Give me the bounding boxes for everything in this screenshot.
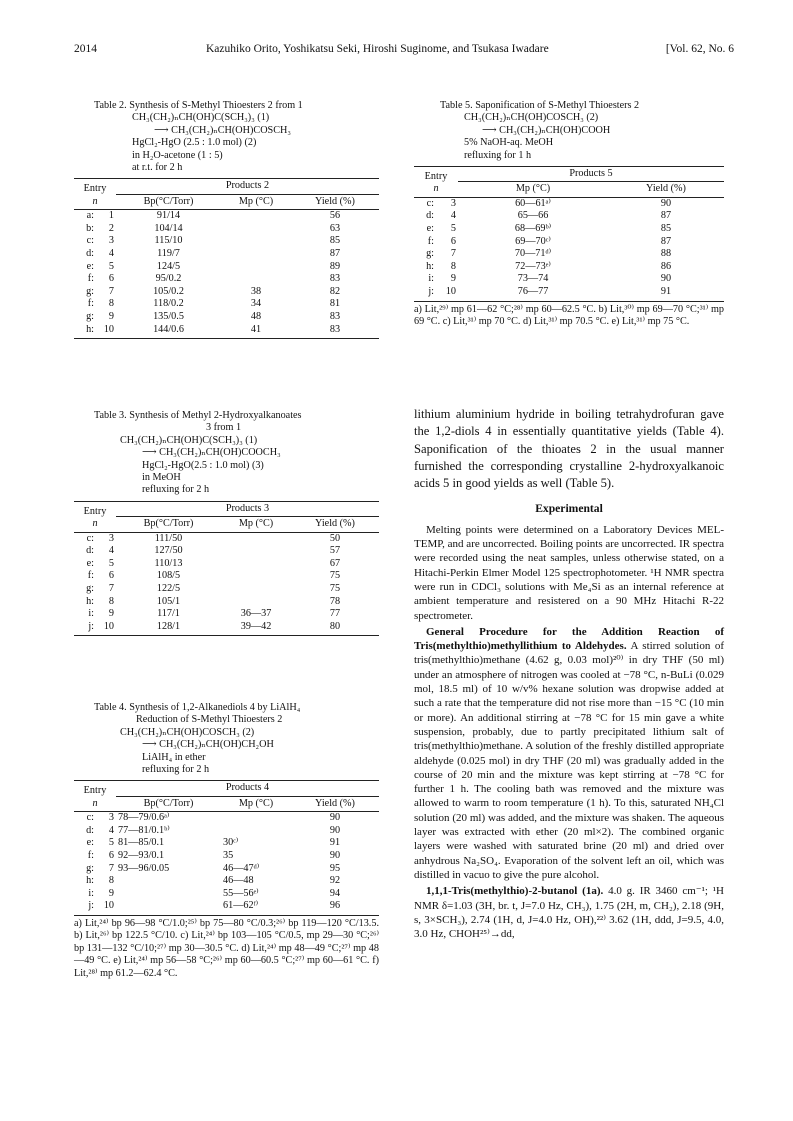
table-cell: 34: [250, 298, 262, 310]
table-cell: 73—74: [517, 273, 549, 285]
table-cell: h:: [86, 595, 94, 607]
table-cell: 90: [660, 197, 672, 209]
table-cell: 127/50: [154, 545, 183, 557]
intro-paragraph: lithium aluminium hydride in boiling tetrahydrofuran gave the 1,2-diols 4 in essentially quantitative yields (Table 4). Saponification of the thioates 2 in the usual manner furnished the corresponding crystalline 2-hydroxyalkanoic acids 5 in good yields as well (Table 5).: [414, 407, 724, 491]
table-cell: 10: [434, 286, 458, 301]
column-header: Mp (°C): [221, 796, 291, 811]
table-cell: g:: [426, 248, 434, 260]
table-3-reaction-line: ⟶ CH₃(CH₂)ₙCH(OH)COOCH₃: [142, 447, 281, 459]
table-row: [74, 900, 379, 915]
table-cell: 2: [108, 222, 114, 234]
table-cell: 105/1: [156, 595, 181, 607]
table-cell: c:: [86, 532, 94, 544]
table-cell: [221, 570, 291, 583]
table-row: [74, 812, 379, 825]
table-cell: 86: [660, 260, 672, 272]
table-2-title: Table 2. Synthesis of S-Methyl Thioesters 2 from 1: [94, 100, 303, 111]
n-header: n: [92, 518, 98, 530]
compound-text: 4.0 g. IR 3460 cm⁻¹; ¹H NMR δ=1.03 (3H, br. t, J=7.0 Hz, CH₃), 1.75 (2H, m, CH₂), 2.18 (9H, s, 3×SCH₃), 2.74 (1H, d, J=4.0 Hz, OH),²²⁾ 3.62 (1H, ddd, J=9.5, 4.0, 3.0 Hz, CHOH²⁵⁾→dd,: [414, 885, 725, 941]
products-header: Products 4: [116, 781, 379, 796]
table-cell: 10: [94, 621, 116, 636]
table-cell: 4: [108, 248, 114, 260]
table-row: [74, 608, 379, 621]
table-cell: 94: [329, 887, 341, 899]
table-cell: [116, 875, 221, 888]
table-5-reaction-line: ⟶ CH₃(CH₂)ₙCH(OH)COOH: [482, 124, 611, 136]
table-cell: 10: [94, 324, 116, 339]
table-row: [74, 558, 379, 571]
table-cell: d:: [86, 545, 94, 557]
table-cell: 56: [329, 210, 341, 222]
table-cell: 7: [108, 862, 114, 874]
table-cell: 4: [108, 824, 114, 836]
table-cell: 70—71ᵈ⁾: [514, 248, 552, 260]
table-cell: 9: [108, 311, 114, 322]
compound-paragraph: [414, 884, 724, 941]
table-4-reaction-line: refluxing for 2 h: [142, 764, 210, 776]
running-header: [74, 43, 734, 59]
table-4-reaction-line: LiAlH₄ in ether: [142, 751, 206, 763]
table-cell: 85: [660, 223, 672, 235]
table-4-grid: [74, 780, 379, 916]
table-cell: 87: [660, 235, 672, 247]
table-cell: 63: [329, 222, 341, 234]
table-row: [74, 837, 379, 850]
table-cell: 80: [291, 621, 379, 636]
table-cell: 95/0.2: [155, 273, 182, 285]
table-row: [414, 261, 724, 274]
table-4: [74, 702, 379, 980]
table-4-footnote: a) Lit,²⁴⁾ bp 96—98 °C/1.0;²⁵⁾ bp 75—80 °C/0.3;²⁶⁾ bp 119—120 °C/13.5. b) Lit,²⁶⁾ bp 122.5 °C/10. c) Lit,²⁴⁾ bp 103—105 °C/0.5, mp 29—30 °C;²⁶⁾ bp 131—132 °C/10;²⁷⁾ mp 30—30.5 °C. d) Lit,²⁴⁾ mp 48—49 °C;²⁷⁾ mp 48—49 °C. e) Lit,²⁴⁾ mp 56—58 °C;²⁶⁾ mp 60—60.5 °C;²⁷⁾ mp 60—61 °C. f) Lit,²⁸⁾ mp 61.2—62.4 °C.: [74, 918, 379, 979]
table-cell: 92—93/0.1: [118, 850, 165, 862]
table-cell: 90: [660, 273, 672, 285]
table-cell: 105/0.2: [153, 285, 184, 297]
table-cell: 35: [223, 850, 234, 862]
table-cell: 41: [221, 324, 291, 339]
page-number: 2014: [74, 43, 97, 55]
table-cell: 48: [250, 311, 262, 322]
table-cell: 6: [450, 235, 456, 247]
table-cell: 39—42: [221, 621, 291, 636]
table-cell: 5: [108, 837, 114, 849]
table-4-reaction-line: CH₃(CH₂)ₙCH(OH)COSCH₃ (2): [120, 726, 255, 738]
table-2-reaction-line: CH₃(CH₂)ₙCH(OH)C(SCH₃)₃ (1): [132, 112, 270, 124]
table-cell: 57: [329, 545, 341, 557]
table-cell: 108/5: [156, 570, 181, 582]
products-header: Products 3: [116, 501, 379, 516]
table-cell: d:: [86, 824, 94, 836]
column-header: Mp (°C): [221, 517, 291, 532]
table-3-title: Table 3. Synthesis of Methyl 2-Hydroxyalkanoates: [94, 410, 302, 421]
experimental-paragraph: Melting points were determined on a Laboratory Devices MEL-TEMP, and are uncorrected. Boiling points are uncorrected. IR spectra were recorded using the neat samples, unless otherwise stated, on a Hitachi-Perkin Elmer Model 125 spectrophotometer. ¹H NMR spectra were run in CDCl₃ solutions with Me₄Si as an internal reference at ambient temperature and resistered on a 90 MHz Hitachi R-22 spectrometer.: [414, 523, 724, 622]
table-cell: g:: [86, 311, 94, 322]
table-cell: f:: [87, 570, 94, 582]
column-header: Yield (%): [291, 517, 379, 532]
table-4-title: Table 4. Synthesis of 1,2-Alkanediols 4 by LiAlH₄: [94, 702, 301, 713]
n-header: n: [92, 195, 98, 207]
table-5-reaction-line: 5% NaOH-aq. MeOH: [464, 137, 554, 149]
table-cell: 8: [108, 298, 114, 310]
table-cell: 6: [108, 850, 114, 862]
table-cell: 9: [450, 273, 456, 285]
table-row: [74, 596, 379, 609]
table-row: [74, 532, 379, 545]
table-cell: 68—69ᵇ⁾: [514, 223, 552, 235]
table-4-reaction-line: ⟶ CH₃(CH₂)ₙCH(OH)CH₂OH: [142, 739, 274, 751]
table-cell: 5: [108, 557, 114, 569]
table-cell: 50: [329, 532, 341, 544]
column-header: Yield (%): [608, 182, 724, 197]
table-3-reaction-line: refluxing for 2 h: [142, 484, 210, 496]
table-cell: [221, 596, 291, 609]
table-5-title: Table 5. Saponification of S-Methyl Thioesters 2: [440, 100, 640, 111]
table-cell: 90: [329, 824, 341, 836]
table-cell: 3: [108, 532, 114, 544]
table-cell: 83: [329, 273, 341, 285]
table-2-reaction-line: ⟶ CH₃(CH₂)ₙCH(OH)COSCH₃: [154, 124, 291, 136]
table-row: [74, 311, 379, 324]
table-2-reaction-line: in H₂O-acetone (1 : 5): [132, 149, 223, 161]
table-cell: e:: [86, 837, 94, 849]
table-3-grid: [74, 501, 379, 637]
compound-title: 1,1,1-Tris(methylthio)-2-butanol (1a).: [426, 885, 604, 898]
table-cell: 46—47ᵈ⁾: [223, 862, 260, 874]
column-header: Yield (%): [291, 194, 379, 209]
table-row: [74, 273, 379, 286]
table-cell: 3: [108, 812, 114, 824]
table-row: [74, 825, 379, 838]
header-volume: [Vol. 62, No. 6: [665, 43, 734, 55]
table-cell: g:: [86, 862, 94, 874]
table-2: [74, 100, 379, 339]
table-cell: 8: [108, 595, 114, 607]
table-cell: 78: [329, 595, 341, 607]
table-cell: 118/0.2: [153, 298, 184, 310]
table-cell: 7: [108, 285, 114, 297]
table-cell: 128/1: [116, 621, 221, 636]
table-cell: 38: [250, 285, 262, 297]
table-cell: [221, 273, 291, 286]
table-cell: 115/10: [154, 235, 183, 247]
table-cell: 65—66: [517, 210, 549, 222]
table-3-reaction-line: 3 from 1: [206, 422, 242, 434]
table-cell: h:: [426, 260, 434, 272]
table-cell: [221, 583, 291, 596]
table-row: [74, 286, 379, 299]
procedure-title: General Procedure for the Addition Reaction of Tris(methylthio)methyllithium to Aldehydes.: [414, 625, 724, 653]
table-cell: i:: [88, 608, 94, 620]
table-cell: 135/0.5: [153, 311, 184, 322]
table-3-reaction-line: in MeOH: [142, 472, 181, 484]
table-cell: [221, 261, 291, 274]
table-cell: c:: [86, 812, 94, 824]
table-cell: h:: [86, 875, 94, 887]
table-cell: 82: [329, 285, 341, 297]
products-header: Products 5: [458, 167, 724, 182]
table-cell: 87: [329, 248, 341, 260]
table-5-footnote: a) Lit,²⁹⁾ mp 61—62 °C;²⁸⁾ mp 60—62.5 °C. b) Lit,³⁰⁾ mp 69—70 °C;³¹⁾ mp 69 °C. c) Lit,³¹⁾ mp 70 °C. d) Lit,³¹⁾ mp 70.5 °C. e) Lit,³¹⁾ mp 75 °C.: [414, 303, 724, 327]
table-cell: 87: [660, 210, 672, 222]
table-cell: 144/0.6: [116, 324, 221, 339]
table-cell: 4: [450, 210, 456, 222]
table-cell: 77: [329, 608, 341, 620]
table-cell: i:: [88, 887, 94, 899]
table-cell: [221, 248, 291, 261]
table-cell: 9: [108, 608, 114, 620]
table-cell: 61—62ᶠ⁾: [221, 900, 291, 915]
table-cell: [221, 825, 291, 838]
table-row: [414, 236, 724, 249]
table-cell: 81: [329, 298, 341, 310]
table-row: [74, 850, 379, 863]
table-5-reaction-line: refluxing for 1 h: [464, 149, 532, 161]
table-cell: 75: [329, 583, 341, 595]
table-cell: 124/5: [156, 260, 181, 272]
table-cell: 3: [108, 235, 114, 247]
table-cell: f:: [87, 273, 94, 285]
column-header: Yield (%): [291, 796, 379, 811]
table-cell: 5: [108, 260, 114, 272]
table-row: [74, 223, 379, 236]
table-row: [74, 583, 379, 596]
table-cell: j:: [74, 900, 94, 915]
table-cell: 72—73ᵉ⁾: [515, 260, 551, 272]
n-header: n: [433, 183, 439, 195]
table-cell: 4: [108, 545, 114, 557]
table-cell: 1: [108, 210, 114, 222]
table-5: [414, 100, 724, 328]
table-4-reaction-line: Reduction of S-Methyl Thioesters 2: [136, 714, 283, 726]
table-cell: 9: [108, 887, 114, 899]
table-cell: h:: [74, 324, 94, 339]
table-5-reaction-line: CH₃(CH₂)ₙCH(OH)COSCH₃ (2): [464, 112, 599, 124]
table-cell: 81—85/0.1: [118, 837, 165, 849]
table-cell: [221, 235, 291, 248]
procedure-paragraph: [414, 625, 724, 882]
table-3: [74, 410, 379, 636]
table-row: [74, 235, 379, 248]
table-row: [74, 261, 379, 274]
table-5-grid: [414, 166, 724, 302]
table-row: [414, 223, 724, 236]
table-cell: 117/1: [157, 608, 180, 620]
table-cell: 75: [329, 570, 341, 582]
table-cell: 91: [608, 286, 724, 301]
table-2-reaction-line: HgCl₂-HgO (2.5 : 1.0 mol) (2): [132, 137, 257, 149]
table-cell: 3: [450, 197, 456, 209]
table-2-grid: [74, 178, 379, 339]
table-3-reaction-line: HgCl₂-HgO(2.5 : 1.0 mol) (3): [142, 459, 264, 471]
table-row: [414, 248, 724, 261]
header-authors: Kazuhiko Orito, Yoshikatsu Seki, Hiroshi Suginome, and Tsukasa Iwadare: [206, 43, 549, 55]
table-cell: 60—61ᵃ⁾: [515, 197, 551, 209]
table-cell: [116, 900, 221, 915]
table-cell: 91: [329, 837, 341, 849]
table-cell: 93—96/0.05: [118, 862, 170, 874]
entry-header: Entry: [424, 171, 448, 183]
table-cell: 76—77: [458, 286, 608, 301]
table-cell: b:: [86, 222, 94, 234]
procedure-text: A stirred solution of tris(methylthio)methane (4.62 g, 0.03 mol)²⁰⁾ in dry THF (50 ml) under an atmosphere of nitrogen was cooled at −78 °C, n-BuLi (0.029 mol, 18.5 ml) of 10 w/v% hexane solution was dropwise added at such a rate that the temperature did not rise more than −15 °C (10 min or more). An additional stirring at −78 °C for 15 min gave a white suspension, probably, due to partly precipitated lithium salt of tris(methylthio)methane. A solution of the freshly distilled appropriate aldehyde (0.025 mol) in dry THF (20 ml) was gradually added in the course of 20 min and the mixture was kept stirring at −78 °C for further 1 h. The cooling bath was removed and the mixture was allowed to warm to room temperature (1 h). To this, saturated NH₄Cl solution (20 ml) was added, and the mixture was shaken. The aqueous layer was extracted with ether (20 ml×2). The combined organic layers were washed with saturated brine (20 ml) and dried over anhydrous Na₂SO₄. Evaporation of the solvent left an oil, which was distilled in vacuo to give the pure alcohol.: [414, 640, 724, 881]
table-3-reaction-line: CH₃(CH₂)ₙCH(OH)C(SCH₃)₃ (1): [120, 434, 258, 446]
experimental-heading: Experimental: [535, 502, 603, 516]
right-column-body: [414, 406, 724, 941]
table-row: [74, 621, 379, 636]
table-cell: 77—81/0.1ᵇ⁾: [118, 824, 170, 836]
table-cell: 55—56ᵉ⁾: [223, 887, 259, 899]
table-cell: 92: [329, 875, 341, 887]
table-row: [74, 210, 379, 223]
table-row: [74, 875, 379, 888]
table-cell: 69—70ᶜ⁾: [515, 235, 551, 247]
table-row: [74, 298, 379, 311]
table-cell: g:: [86, 285, 94, 297]
table-cell: 8: [108, 875, 114, 887]
table-cell: f:: [87, 298, 94, 310]
table-cell: 30ᶜ⁾: [223, 837, 239, 849]
table-cell: 111/50: [154, 532, 183, 544]
table-cell: f:: [427, 235, 434, 247]
table-cell: e:: [426, 223, 434, 235]
products-header: Products 2: [116, 179, 379, 194]
table-row: [414, 286, 724, 301]
table-cell: 90: [329, 850, 341, 862]
column-header: Mp (°C): [458, 182, 608, 197]
table-cell: 88: [660, 248, 672, 260]
table-cell: 36—37: [240, 608, 272, 620]
table-cell: 110/13: [154, 557, 183, 569]
table-2-reaction-line: at r.t. for 2 h: [132, 162, 183, 174]
table-row: [74, 888, 379, 901]
table-cell: 6: [108, 570, 114, 582]
table-cell: 119/7: [157, 248, 180, 260]
table-cell: [116, 888, 221, 901]
table-cell: c:: [426, 197, 434, 209]
table-cell: [221, 545, 291, 558]
table-cell: [221, 558, 291, 571]
table-cell: i:: [428, 273, 434, 285]
table-cell: 96: [291, 900, 379, 915]
table-row: [74, 248, 379, 261]
table-row: [414, 197, 724, 210]
table-cell: 6: [108, 273, 114, 285]
table-cell: 7: [108, 583, 114, 595]
table-cell: 10: [94, 900, 116, 915]
column-header: Mp (°C): [221, 194, 291, 209]
table-row: [74, 324, 379, 339]
table-cell: 78—79/0.6ᵃ⁾: [118, 812, 170, 824]
table-cell: 90: [329, 812, 341, 824]
table-cell: d:: [426, 210, 434, 222]
table-cell: 91/14: [156, 210, 181, 222]
table-cell: e:: [86, 260, 94, 272]
table-cell: c:: [86, 235, 94, 247]
column-header: Bp(°C/Torr): [116, 517, 221, 532]
column-header: Bp(°C/Torr): [116, 796, 221, 811]
table-cell: 8: [450, 260, 456, 272]
table-cell: j:: [414, 286, 434, 301]
table-row: [74, 863, 379, 876]
table-cell: 122/5: [156, 583, 181, 595]
table-cell: 104/14: [154, 222, 183, 234]
n-header: n: [92, 797, 98, 809]
column-header: Bp(°C/Torr): [116, 194, 221, 209]
table-cell: 5: [450, 223, 456, 235]
table-cell: 7: [450, 248, 456, 260]
table-cell: 85: [329, 235, 341, 247]
table-cell: f:: [87, 850, 94, 862]
table-cell: 83: [291, 324, 379, 339]
table-row: [414, 273, 724, 286]
table-cell: 67: [329, 557, 341, 569]
table-cell: [221, 532, 291, 545]
table-cell: 89: [329, 260, 341, 272]
table-cell: a:: [86, 210, 94, 222]
table-row: [414, 210, 724, 223]
entry-header: Entry: [83, 505, 107, 517]
table-cell: [221, 210, 291, 223]
table-cell: d:: [86, 248, 94, 260]
entry-header: Entry: [83, 785, 107, 797]
table-cell: 83: [329, 311, 341, 322]
entry-header: Entry: [83, 183, 107, 195]
table-cell: [221, 223, 291, 236]
table-cell: 95: [329, 862, 341, 874]
table-row: [74, 545, 379, 558]
table-cell: 46—48: [223, 875, 254, 887]
table-cell: g:: [86, 583, 94, 595]
table-cell: [221, 812, 291, 825]
table-cell: e:: [86, 557, 94, 569]
table-cell: j:: [74, 621, 94, 636]
table-row: [74, 570, 379, 583]
